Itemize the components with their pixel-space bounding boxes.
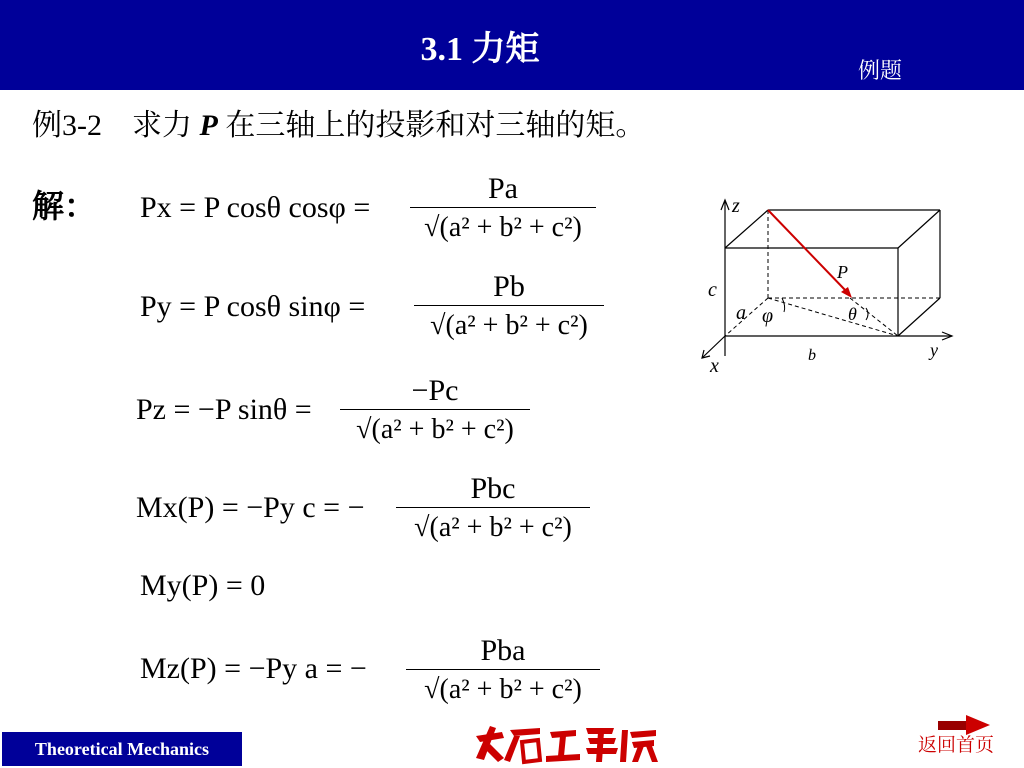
- home-link[interactable]: 返回首页: [918, 735, 995, 756]
- theta-arc: [866, 308, 868, 320]
- fraction-numerator: Pa: [488, 172, 518, 205]
- fraction-mx: [396, 472, 590, 545]
- c-label: c: [708, 279, 717, 301]
- projection-line: [850, 298, 898, 336]
- problem-text-after: 在三轴上的投影和对三轴的矩。: [217, 109, 646, 142]
- y-label: y: [930, 340, 938, 360]
- fraction-denominator: √(a² + b² + c²): [424, 674, 582, 705]
- fraction-bar: [406, 669, 600, 670]
- equation-py: [140, 289, 365, 325]
- z-label: z: [732, 195, 740, 217]
- problem-label: 例3-2: [32, 109, 102, 142]
- equation-mx: [136, 490, 365, 526]
- slide-title: 3.1 力矩: [420, 31, 540, 68]
- force-box-diagram: [690, 186, 980, 376]
- projection-line: [768, 298, 898, 336]
- force-vector: [768, 210, 847, 292]
- phi-label: φ: [762, 305, 774, 327]
- equation-my: [140, 568, 265, 604]
- equation-lhs: Mx(P) = −Py c = −: [136, 491, 365, 524]
- equation-lhs: Pz = −P sinθ =: [136, 393, 312, 426]
- fraction-bar: [414, 305, 604, 306]
- fraction-py: [414, 270, 604, 343]
- fraction-numerator: Pba: [480, 634, 526, 667]
- header-bar: [0, 0, 1024, 90]
- fraction-pz: [340, 374, 530, 447]
- fraction-numerator: −Pc: [411, 374, 459, 407]
- equation-lhs: Py = P cosθ sinφ =: [140, 290, 366, 323]
- fraction-denominator: √(a² + b² + c²): [424, 212, 582, 243]
- fraction-denominator: √(a² + b² + c²): [414, 512, 572, 543]
- phi-arc: [782, 298, 785, 312]
- fraction-denominator: √(a² + b² + c²): [356, 414, 514, 445]
- fraction-bar: [396, 507, 590, 508]
- fraction-px: [410, 172, 596, 245]
- equation-px: [140, 190, 370, 226]
- x-label: x: [710, 355, 719, 376]
- problem-text-before: 求力: [132, 109, 200, 142]
- fraction-bar: [410, 207, 596, 208]
- course-tag: Theoretical Mechanics: [2, 732, 242, 766]
- equation-lhs: My(P) = 0: [140, 569, 266, 602]
- fraction-numerator: Pbc: [470, 472, 516, 505]
- a-label: a: [736, 302, 746, 324]
- solution-label: 解：: [32, 188, 97, 224]
- fraction-numerator: Pb: [493, 270, 525, 303]
- fraction-mz: [406, 634, 600, 707]
- force-label: P: [837, 262, 848, 282]
- equation-pz: [136, 392, 312, 428]
- school-logo: [470, 722, 660, 766]
- equation-lhs: Mz(P) = −Py a = −: [140, 652, 367, 685]
- problem-statement: [32, 106, 645, 146]
- force-symbol: P: [199, 109, 218, 142]
- box-edge: [898, 210, 940, 248]
- b-label: b: [808, 347, 816, 364]
- slide-subtitle: 例题: [858, 58, 903, 83]
- fraction-denominator: √(a² + b² + c²): [430, 310, 588, 341]
- fraction-bar: [340, 409, 530, 410]
- home-arrow-icon[interactable]: [936, 714, 992, 736]
- box-edge: [898, 298, 940, 336]
- theta-label: θ: [848, 304, 857, 324]
- equation-lhs: Px = P cosθ cosφ =: [140, 191, 371, 224]
- equation-mz: [140, 651, 367, 687]
